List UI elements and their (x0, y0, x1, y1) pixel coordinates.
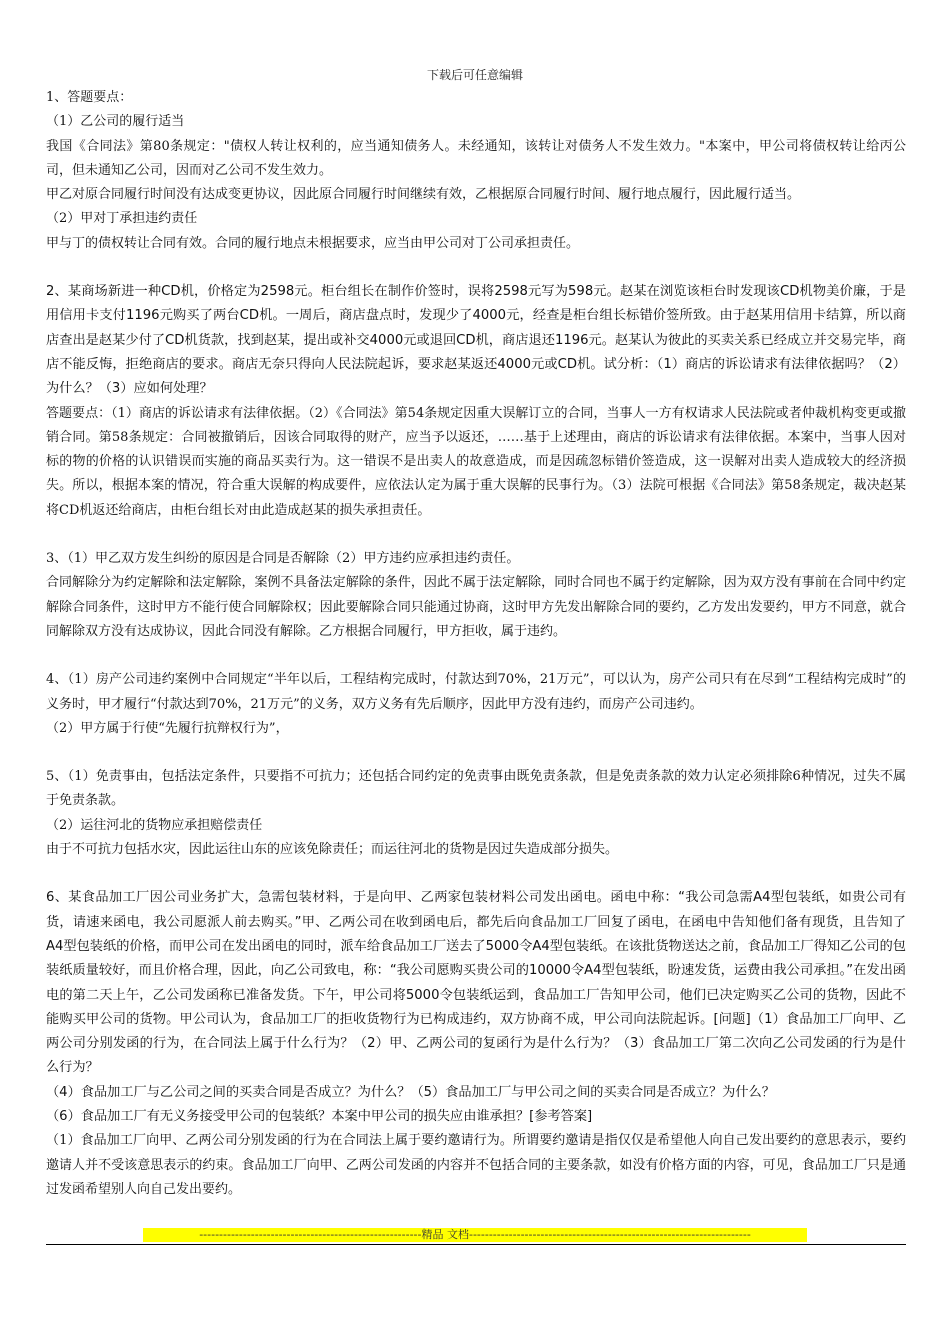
answer-1-para-3: 甲与丁的债权转让合同有效。合同的履行地点未根据要求，应当由甲公司对丁公司承担责任。 (46, 235, 580, 251)
case-6-answer-1: （1）食品加工厂向甲、乙两公司分别发函的行为在合同法上属于要约邀请行为。所谓要约邀请是指仅仅是希望他人向自己发出要约的意思表示，要约邀请人并不受该意思表示的约束。食品加工厂向甲、乙两公司发函的内容并不包括合同的主要条款，如没有价格方面的内容，可见，食品加工厂只是通过发函希望别人向自己发出要约。 (46, 1133, 906, 1197)
answer-1-para-1: 我国《合同法》第80条规定："债权人转让权利的，应当通知债务人。未经通知，该转让对债务人不发生效力。"本案中，甲公司将债权转让给丙公司，但未通知乙公司，因而对乙公司不发生效力。 (46, 138, 906, 178)
section-gap (46, 523, 906, 547)
case-6-question-cont-1: （4）食品加工厂与乙公司之间的买卖合同是否成立？为什么？（5）食品加工厂与甲公司之间的买卖合同是否成立？为什么？ (46, 1084, 775, 1100)
case-6-question-cont-2: （6）食品加工厂有无义务接受甲公司的包装纸？本案中甲公司的损失应由谁承担？[参考答案] (46, 1108, 593, 1124)
answer-5-para-2: 由于不可抗力包括水灾，因此运往山东的应该免除责任；而运往河北的货物是因过失造成部分损失。 (46, 842, 619, 858)
answer-5-para: 5、（1）免责事由，包括法定条件，只要指不可抗力；还包括合同约定的免责事由既免责条款，但是免责条款的效力认定必须排除6种情况，过失不属于免责条款。 (46, 769, 906, 809)
answer-1-point-1: （1）乙公司的履行适当 (46, 114, 185, 130)
answer-1-point-2: （2）甲对丁承担违约责任 (46, 211, 198, 227)
page-header-note: 下载后可任意编辑 (426, 68, 523, 82)
answer-4-para: 4、（1）房产公司违约案例中合同规定“半年以后，工程结构完成时，付款达到70%，21万元”，可以认为，房产公司只有在尽到“工程结构完成时”的义务时，甲才履行“付款达到70%，21万元”的义务，双方义务有先后顺序，因此甲方没有违约，而房产公司违约。 (46, 672, 906, 712)
case-6-question: 6、某食品加工厂因公司业务扩大，急需包装材料，于是向甲、乙两家包装材料公司发出函电。函电中称：“我公司急需A4型包装纸，如贵公司有货，请速来函电，我公司愿派人前去购买。”甲、乙两公司在收到函电后，都先后向食品加工厂回复了函电，在函电中告知他们备有现货，且告知了A4型包装纸的价格，而甲公司在发出函电的同时，派车给食品加工厂送去了5000令A4型包装纸。在该批货物送达之前，食品加工厂得知乙公司的包装纸质量较好，而且价格合理，因此，向乙公司致电，称：“我公司愿购买贵公司的10000令A4型包装纸，盼速发货，运费由我公司承担。”在发出函电的第二天上午，乙公司发函称已准备发货。下午，甲公司将5000令包装纸运到，食品加工厂告知甲公司，他们已决定购买乙公司的货物，因此不能购买甲公司的货物。甲公司认为，食品加工厂的拒收货物行为已构成违约，双方协商不成，甲公司向法院起诉。[问题]（1）食品加工厂向甲、乙两公司分别发函的行为，在合同法上属于什么行为？（2）甲、乙两公司的复函行为是什么行为？（3）食品加工厂第二次向乙公司发函的行为是什么行为？ (46, 890, 906, 1076)
document-body (46, 86, 906, 1202)
answer-3-para: 合同解除分为约定解除和法定解除，案例不具备法定解除的条件，因此不属于法定解除，同时合同也不属于约定解除，因为双方没有事前在合同中约定解除合同条件，这时甲方不能行使合同解除权；因此要解除合同只能通过协商，这时甲方先发出解除合同的要约，乙方发出发要约，甲方不同意，就合同解除双方没有达成协议，因此合同没有解除。乙方根据合同履行，甲方拒收，属于违约。 (46, 575, 906, 639)
section-gap (46, 256, 906, 280)
section-gap (46, 862, 906, 886)
case-2-answer: 答题要点：（1）商店的诉讼请求有法律依据。（2）《合同法》第54条规定因重大误解订立的合同，当事人一方有权请求人民法院或者仲裁机构变更或撤销合同。第58条规定：合同被撤销后，因该合同取得的财产，应当予以返还，……基于上述理由，商店的诉讼请求有法律依据。本案中，当事人因对标的物的价格的认识错误而实施的商品买卖行为。这一错误不是出卖人的故意造成，而是因疏忽标错价签造成，这一误解对出卖人造成较大的经济损失。所以，根据本案的情况，符合重大误解的构成要件，应依法认定为属于重大误解的民事行为。（3）法院可根据《合同法》第58条规定，裁决赵某将CD机返还给商店，由柜台组长对由此造成赵某的损失承担责任。 (46, 405, 906, 518)
answer-5-point-2: （2）运往河北的货物应承担赔偿责任 (46, 817, 263, 833)
section-gap (46, 644, 906, 668)
answer-1-para-2: 甲乙对原合同履行时间没有达成变更协议，因此原合同履行时间继续有效，乙根据原合同履行时间、履行地点履行，因此履行适当。 (46, 187, 801, 203)
footer-divider (46, 1244, 906, 1245)
footer-banner: --------------------------------------------------------精品 文档----------------------------------------------------------------------- (143, 1228, 807, 1242)
answer-4-point-2: （2）甲方属于行使“先履行抗辩权行为”， (46, 720, 289, 736)
case-2-question: 2、某商场新进一种CD机，价格定为2598元。柜台组长在制作价签时，误将2598元写为598元。赵某在浏览该柜台时发现该CD机物美价廉，于是用信用卡支付1196元购买了两台CD机。一周后，商店盘点时，发现少了4000元，经查是柜台组长标错价签所致。由于赵某用信用卡结算，所以商店查出是赵某少付了CD机货款，找到赵某，提出或补交4000元或退回CD机，商店退还1196元。赵某认为彼此的买卖关系已经成立并交易完毕，商店不能反悔，拒绝商店的要求。商店无奈只得向人民法院起诉，要求赵某返还4000元或CD机。试分析：（1）商店的诉讼请求有法律依据吗？（2）为什么？（3）应如何处理？ (46, 284, 906, 397)
section-gap (46, 741, 906, 765)
answer-1-heading: 1、答题要点： (46, 90, 133, 105)
answer-3-heading: 3、（1）甲乙双方发生纠纷的原因是合同是否解除（2）甲方违约应承担违约责任。 (46, 551, 520, 567)
